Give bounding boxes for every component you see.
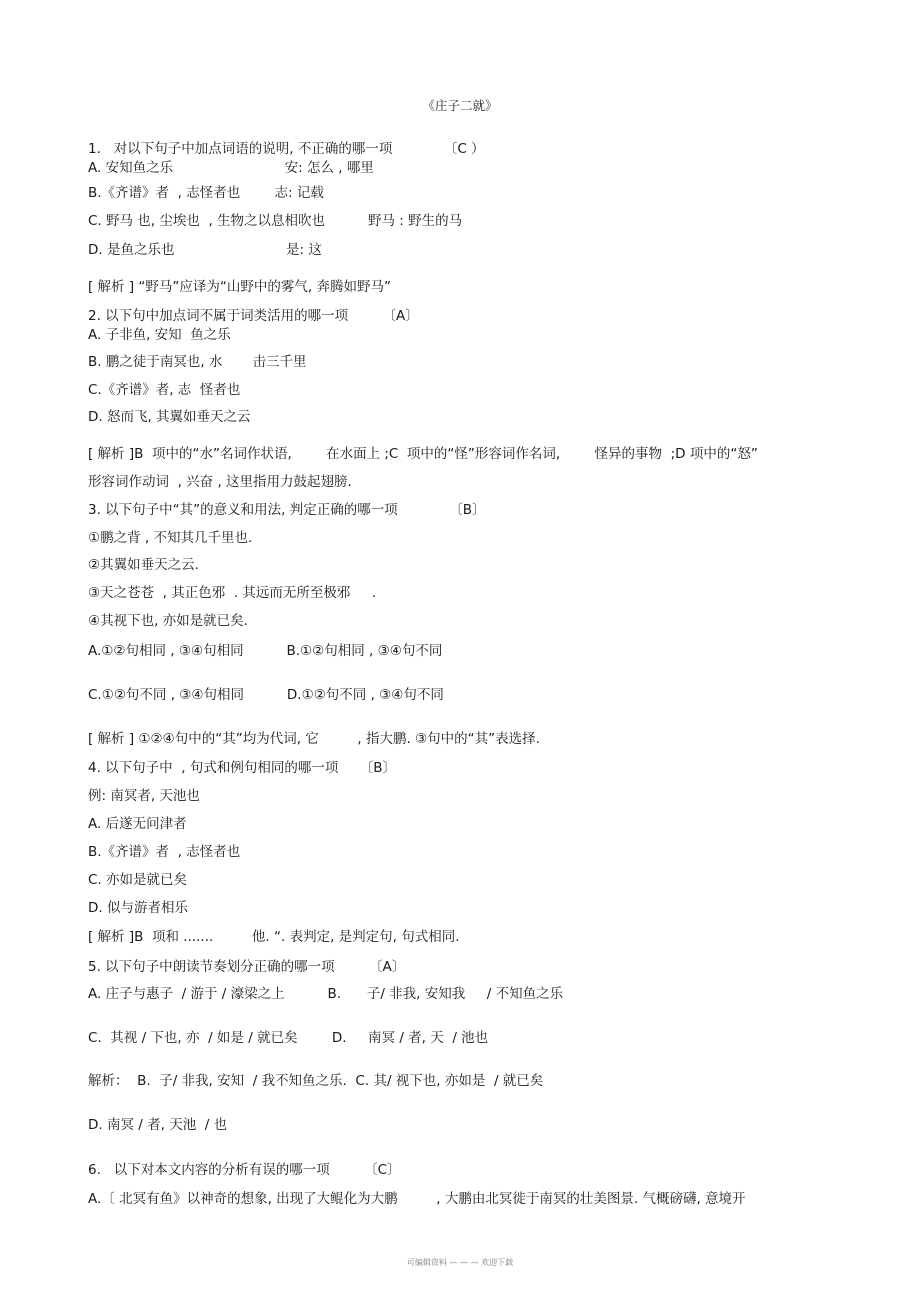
text-line: 形容词作动词 , 兴奋 , 这里指用力鼓起翅膀. xyxy=(88,474,352,490)
text-line: D. 似与游者相乐 xyxy=(88,900,188,916)
text-line: A. 庄子与惠子 / 游于 / 濠梁之上 B. 子/ 非我, 安知我 / 不知鱼之乐 xyxy=(88,986,564,1002)
document-title: 《庄子二就》 xyxy=(422,98,498,113)
text-line: 4. 以下句子中 , 句式和例句相同的哪一项 〔B〕 xyxy=(88,760,397,776)
text-line: A. 后遂无问津者 xyxy=(88,816,187,832)
text-line: 5. 以下句子中朗读节奏划分正确的哪一项 〔A〕 xyxy=(88,959,406,975)
text-line: D. 怒而飞, 其翼如垂天之云 xyxy=(88,409,251,425)
text-line: B.《齐谱》者 , 志怪者也 xyxy=(88,844,241,860)
text-line: C. 野马 也, 尘埃也 , 生物之以息相吹也 野马 : 野生的马 xyxy=(88,213,463,229)
text-line: ①鹏之背 , 不知其几千里也. xyxy=(88,530,253,546)
text-line: 3. 以下句子中“其”的意义和用法, 判定正确的哪一项 〔B〕 xyxy=(88,502,486,518)
text-line: C.《齐谱》者, 志 怪者也 xyxy=(88,382,241,398)
text-line: [ 解析 ]B 项中的“水”名词作状语, 在水面上 ;C 项中的“怪”形容词作名词, 怪异的事物 ;D 项中的“怒” xyxy=(88,446,758,462)
text-line: [ 解析 ]B 项和 ....... 他. “. 表判定, 是判定句, 句式相同. xyxy=(88,929,460,945)
text-line: C. 其视 / 下也, 亦 / 如是 / 就已矣 D. 南冥 / 者, 天 / 池也 xyxy=(88,1030,489,1046)
text-line: 6. 以下对本文内容的分析有误的哪一项 〔C〕 xyxy=(88,1162,401,1178)
text-line: D. 是鱼之乐也 是: 这 xyxy=(88,242,322,258)
text-line: ④其视下也, 亦如是就已矣. xyxy=(88,613,248,629)
text-line: ③天之苍苍 , 其正色邪 . 其远而无所至极邪 . xyxy=(88,585,377,601)
text-line: B.《齐谱》者 , 志怪者也 志: 记载 xyxy=(88,185,324,201)
text-line: 1. 对以下句子中加点词语的说明, 不正确的哪一项 〔C ） xyxy=(88,141,485,157)
text-line: A.〔 北冥有鱼》以神奇的想象, 出现了大鲲化为大鹏 , 大鹏由北冥徙于南冥的壮美图景. 气概磅礴, 意境开 xyxy=(88,1191,746,1207)
text-line: B. 鹏之徒于南冥也, 水 击三千里 xyxy=(88,354,307,370)
text-line: [ 解析 ] ①②④句中的“其”均为代词, 它 , 指大鹏. ③句中的“其”表选择. xyxy=(88,731,540,747)
text-line: 例: 南冥者, 天池也 xyxy=(88,788,200,804)
text-line: D. 南冥 / 者, 天池 / 也 xyxy=(88,1117,228,1133)
text-line: [ 解析 ] “野马”应译为“山野中的雾气, 奔腾如野马” xyxy=(88,279,391,295)
text-line: ②其翼如垂天之云. xyxy=(88,557,199,573)
text-line: A. 子非鱼, 安知 鱼之乐 xyxy=(88,327,231,343)
text-line: 解析： B. 子/ 非我, 安知 / 我不知鱼之乐. C. 其/ 视下也, 亦如是 / 就已矣 xyxy=(88,1073,544,1089)
page-footer: 可编辑资料 — — — 欢迎下载 xyxy=(406,1258,514,1267)
text-line: A.①②句相同 , ③④句相同 B.①②句相同 , ③④句不同 xyxy=(88,643,443,659)
text-line: C. 亦如是就已矣 xyxy=(88,872,188,888)
text-line: C.①②句不同 , ③④句相同 D.①②句不同 , ③④句不同 xyxy=(88,687,444,703)
text-line: A. 安知鱼之乐 安: 怎么 , 哪里 xyxy=(88,160,374,176)
text-line: 2. 以下句中加点词不属于词类活用的哪一项 〔A〕 xyxy=(88,308,419,324)
